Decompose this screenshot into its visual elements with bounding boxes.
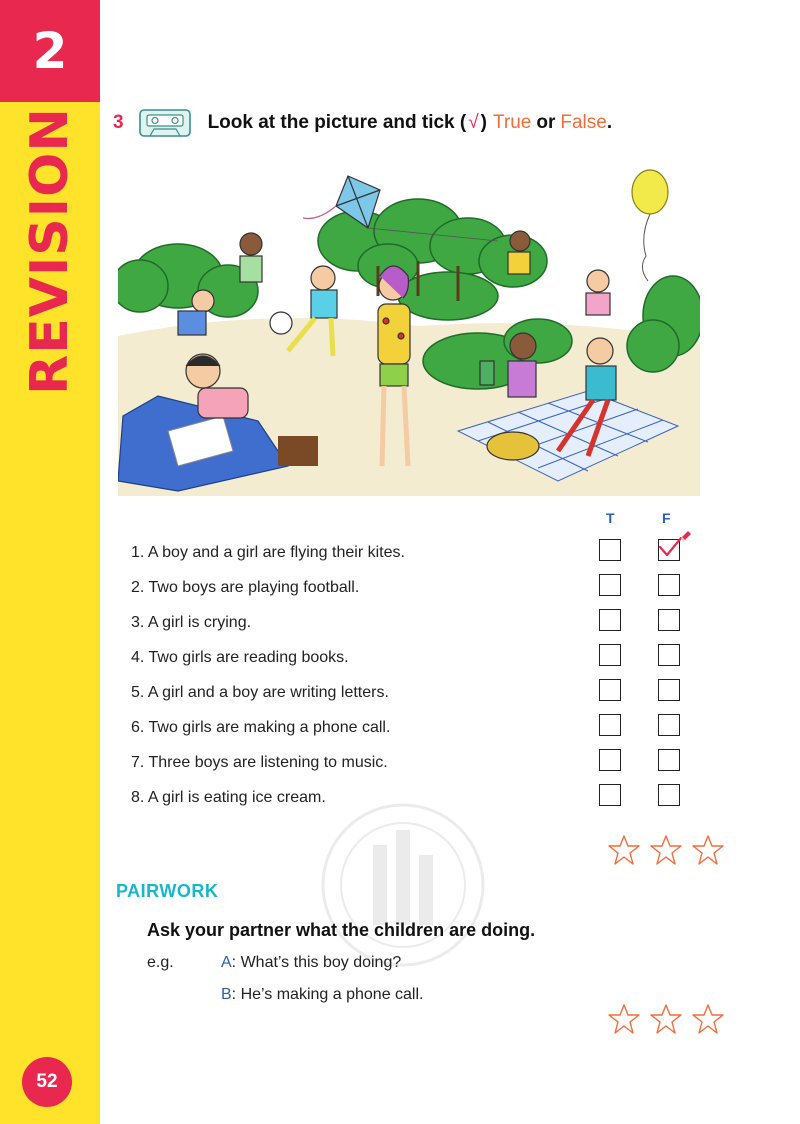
park-illustration <box>118 166 700 496</box>
false-checkbox[interactable] <box>658 539 680 561</box>
true-checkbox[interactable] <box>599 574 621 596</box>
statement-row <box>131 640 691 675</box>
statement-row <box>131 745 691 780</box>
or-word: or <box>536 112 556 133</box>
false-checkbox[interactable] <box>658 749 680 771</box>
exercise-instruction: Look at the picture and tick ( <box>207 112 467 133</box>
unit-number-box <box>0 0 100 102</box>
statement-text: 2. Two boys are playing football. <box>131 578 360 596</box>
false-checkbox[interactable] <box>658 609 680 631</box>
star-rating-icon <box>605 833 725 867</box>
exercise-heading <box>113 106 612 140</box>
statement-row <box>131 605 691 640</box>
dialogue-line-b <box>221 986 423 1004</box>
pairwork-instruction: Ask your partner what the children are doing. <box>147 920 536 940</box>
dialogue-line-a <box>221 954 401 972</box>
true-checkbox[interactable] <box>599 714 621 736</box>
true-word: True <box>493 112 532 133</box>
statement-text: 5. A girl and a boy are writing letters. <box>131 683 389 701</box>
statement-text: 3. A girl is crying. <box>131 613 252 631</box>
statement-text: 6. Two girls are making a phone call. <box>131 718 391 736</box>
pairwork-title: PAIRWORK <box>116 881 219 901</box>
dialogue-text: : He’s making a phone call. <box>231 986 424 1003</box>
false-checkbox[interactable] <box>658 784 680 806</box>
statement-row <box>131 570 691 605</box>
example-label: e.g. <box>147 954 174 971</box>
false-checkbox[interactable] <box>658 679 680 701</box>
balloon <box>632 170 668 281</box>
dialogue-text: : What’s this boy doing? <box>231 954 402 971</box>
false-word: False <box>560 112 607 133</box>
speaker-a: A <box>221 954 232 971</box>
statement-row <box>131 535 691 570</box>
true-checkbox[interactable] <box>599 644 621 666</box>
statement-row <box>131 675 691 710</box>
statement-text: 4. Two girls are reading books. <box>131 648 349 666</box>
speaker-b: B <box>221 986 232 1003</box>
unit-number: 2 <box>32 22 68 80</box>
false-checkbox[interactable] <box>658 644 680 666</box>
page-number-badge: 52 <box>22 1057 72 1107</box>
statement-text: 7. Three boys are listening to music. <box>131 753 388 771</box>
statement-text: 1. A boy and a girl are flying their kites. <box>131 543 405 561</box>
statement-text: 8. A girl is eating ice cream. <box>131 788 326 806</box>
true-column-header: T <box>606 510 615 526</box>
tick-symbol: √ <box>468 112 479 133</box>
true-checkbox[interactable] <box>599 539 621 561</box>
exercise-number: 3 <box>113 112 124 133</box>
cassette-icon <box>138 107 192 139</box>
period: . <box>606 112 613 133</box>
pencil-tick-icon <box>657 528 693 564</box>
instruction-close: ) <box>480 112 487 133</box>
false-checkbox[interactable] <box>658 574 680 596</box>
statement-list <box>131 535 691 815</box>
true-checkbox[interactable] <box>599 749 621 771</box>
false-column-header: F <box>662 510 671 526</box>
true-checkbox[interactable] <box>599 784 621 806</box>
true-checkbox[interactable] <box>599 609 621 631</box>
star-rating-icon <box>605 1002 725 1036</box>
false-checkbox[interactable] <box>658 714 680 736</box>
true-checkbox[interactable] <box>599 679 621 701</box>
statement-row <box>131 710 691 745</box>
revision-label: REVISION <box>20 107 80 395</box>
